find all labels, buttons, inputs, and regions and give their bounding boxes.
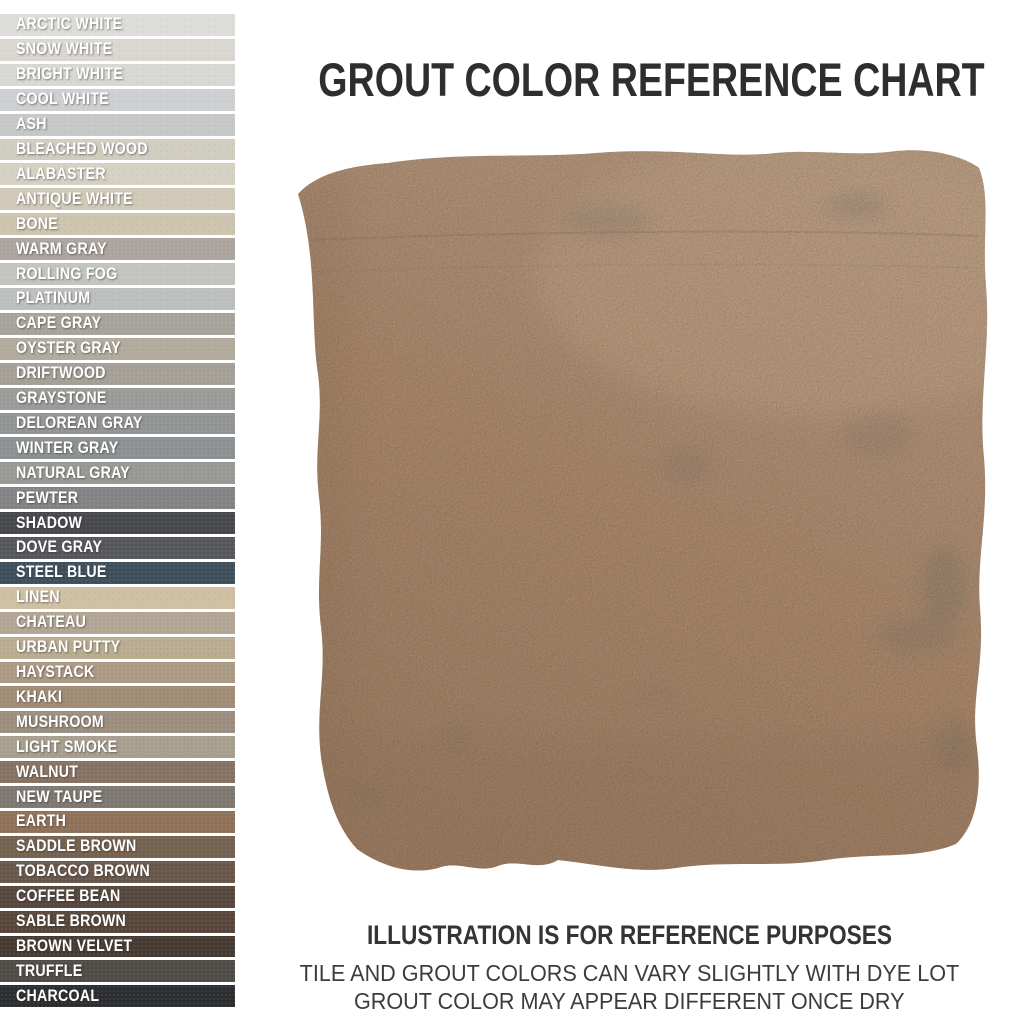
swatch-label: WARM GRAY (16, 239, 107, 258)
swatch-label: SNOW WHITE (16, 40, 113, 59)
swatch-label: OYSTER GRAY (16, 339, 121, 358)
footer-line-1: TILE AND GROUT COLORS CAN VARY SLIGHTLY WITH DYE LOT (299, 960, 960, 986)
swatch-row-platinum (0, 288, 235, 310)
footer-heading: ILLUSTRATION IS FOR REFERENCE PURPOSES (366, 920, 893, 950)
swatch-label: LIGHT SMOKE (16, 737, 118, 756)
swatch-label: COOL WHITE (16, 90, 109, 109)
swatch-label: EARTH (16, 812, 67, 831)
swatch-label: CAPE GRAY (16, 314, 102, 333)
swatch-row-warm-gray (0, 238, 235, 260)
swatch-row-arctic-white (0, 14, 235, 36)
tile-grain-light (256, 136, 996, 884)
swatch-label: DELOREAN GRAY (16, 413, 143, 432)
swatch-label: WINTER GRAY (16, 438, 119, 457)
swatch-row-sable-brown (0, 911, 235, 933)
swatch-label: BRIGHT WHITE (16, 65, 124, 84)
swatch-row-chateau (0, 612, 235, 634)
swatch-row-dove-gray (0, 537, 235, 559)
swatch-row-linen (0, 587, 235, 609)
swatch-label: DOVE GRAY (16, 538, 103, 557)
swatch-row-bone (0, 213, 235, 235)
swatch-row-ash (0, 114, 235, 136)
swatch-row-coffee-bean (0, 886, 235, 908)
swatch-row-cool-white (0, 89, 235, 111)
swatch-list (0, 0, 235, 1024)
swatch-row-natural-gray (0, 462, 235, 484)
swatch-row-haystack (0, 662, 235, 684)
swatch-row-oyster-gray (0, 338, 235, 360)
footer (235, 920, 1024, 1015)
swatch-row-tobacco-brown (0, 861, 235, 883)
swatch-row-truffle (0, 960, 235, 982)
swatch-row-shadow (0, 512, 235, 534)
swatch-label: NATURAL GRAY (16, 463, 131, 482)
swatch-label: ASH (16, 115, 47, 134)
swatch-label: BLEACHED WOOD (16, 139, 148, 158)
swatch-row-graystone (0, 388, 235, 410)
swatch-row-antique-white (0, 188, 235, 210)
swatch-row-delorean-gray (0, 413, 235, 435)
swatch-row-urban-putty (0, 637, 235, 659)
swatch-row-saddle-brown (0, 836, 235, 858)
swatch-label: ALABASTER (16, 164, 106, 183)
swatch-row-earth (0, 811, 235, 833)
swatch-label: PEWTER (16, 488, 79, 507)
tile-illustration (256, 136, 996, 884)
swatch-label: PLATINUM (16, 289, 91, 308)
swatch-label: LINEN (16, 588, 60, 607)
swatch-label: BROWN VELVET (16, 936, 133, 955)
swatch-row-new-taupe (0, 786, 235, 808)
swatch-row-charcoal (0, 985, 235, 1007)
swatch-label: CHARCOAL (16, 986, 100, 1005)
swatch-row-bright-white (0, 64, 235, 86)
swatch-label: HAYSTACK (16, 663, 95, 682)
swatch-row-pewter (0, 487, 235, 509)
swatch-row-khaki (0, 686, 235, 708)
swatch-label: SHADOW (16, 513, 83, 532)
swatch-row-cape-gray (0, 313, 235, 335)
swatch-label: ROLLING FOG (16, 264, 118, 283)
swatch-label: COFFEE BEAN (16, 887, 121, 906)
tile-illustration-wrap (256, 136, 996, 884)
swatch-label: WALNUT (16, 762, 79, 781)
swatch-row-rolling-fog (0, 263, 235, 285)
swatch-label: STEEL BLUE (16, 563, 107, 582)
page-title: GROUT COLOR REFERENCE CHART (318, 53, 985, 106)
swatch-row-light-smoke (0, 736, 235, 758)
swatch-row-mushroom (0, 711, 235, 733)
swatch-label: CHATEAU (16, 613, 87, 632)
footer-line-2: GROUT COLOR MAY APPEAR DIFFERENT ONCE DRY (354, 988, 905, 1014)
swatch-label: BONE (16, 214, 59, 233)
swatch-row-winter-gray (0, 437, 235, 459)
swatch-row-brown-velvet (0, 936, 235, 958)
swatch-label: ANTIQUE WHITE (16, 189, 133, 208)
swatch-label: URBAN PUTTY (16, 638, 121, 657)
swatch-label: MUSHROOM (16, 712, 104, 731)
swatch-row-bleached-wood (0, 139, 235, 161)
swatch-row-walnut (0, 761, 235, 783)
swatch-label: ARCTIC WHITE (16, 15, 123, 34)
swatch-label: GRAYSTONE (16, 389, 107, 408)
swatch-label: SADDLE BROWN (16, 837, 137, 856)
swatch-row-driftwood (0, 363, 235, 385)
swatch-row-snow-white (0, 39, 235, 61)
swatch-label: DRIFTWOOD (16, 364, 106, 383)
swatch-row-steel-blue (0, 562, 235, 584)
swatch-label: TRUFFLE (16, 961, 83, 980)
swatch-row-alabaster (0, 163, 235, 185)
swatch-label: KHAKI (16, 687, 63, 706)
swatch-label: NEW TAUPE (16, 787, 103, 806)
swatch-label: SABLE BROWN (16, 912, 127, 931)
swatch-label: TOBACCO BROWN (16, 862, 150, 881)
